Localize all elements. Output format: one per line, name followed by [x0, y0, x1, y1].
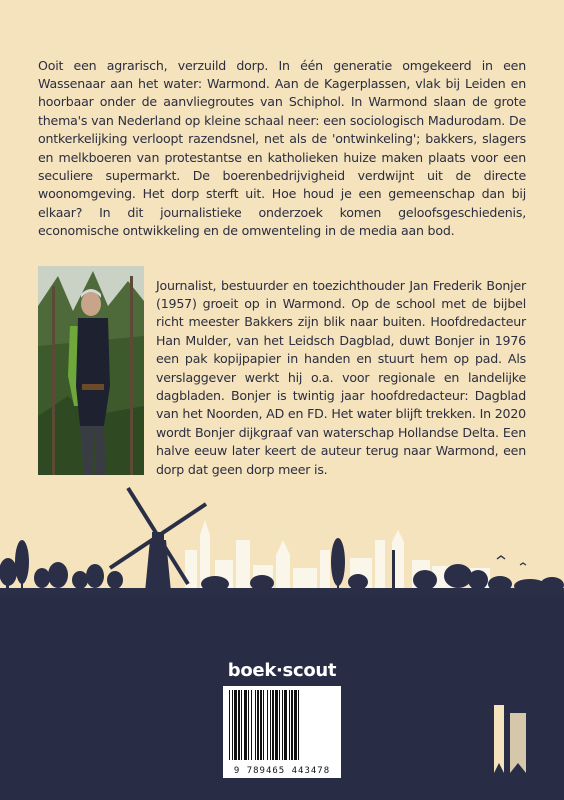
- logo-separator: ·: [276, 660, 283, 681]
- barcode-bars: [223, 686, 341, 764]
- bookmark-ribbon-icon: [490, 705, 530, 775]
- skyline-illustration: [0, 480, 564, 600]
- book-blurb: Ooit een agrarisch, verzuild dorp. In één generatie omgekeerd in een Wassenaar aan het water: Warmond. Aan de Kagerplassen, vlak bij Leiden en hoorbaar onder de aanvliegroutes van Schiphol. In Warmond slaan de grote thema's van Nederland op kleine schaal neer: een sociologisch Madurodam. De ontkerkelijking verloopt razendsnel, net als de 'ontwinkeling'; bakkers, slagers en melkboeren van protestantse en katholieken huize maken plaats voor een seculiere supermarkt. De boerenbedrijvigheid verdwijnt uit de directe woonomgeving. Het dorp sterft uit. Hoe houd je een gemeenschap dan bij elkaar? In dit journalistieke onderzoek komen geloofsgeschiedenis, economische ontwikkeling en de omwenteling in de media aan bod.: [38, 57, 526, 239]
- logo-part-scout: scout: [282, 660, 337, 681]
- barcode: [223, 686, 341, 764]
- isbn-number: 9 789465 443478: [223, 764, 341, 778]
- logo-part-boek: boek: [227, 660, 276, 681]
- author-photo: [38, 266, 144, 475]
- author-bio: Journalist, bestuurder en toezichthouder Jan Frederik Bonjer (1957) groeit op in Warmond. Op de school met de bijbel richt meester Bakkers zijn blik naar buiten. Hoofdredacteur Han Mulder, van het Leidsch Dagblad, duwt Bonjer in 1976 een pak kopijpapier in handen en stuurt hem op pad. Als verslaggever werkt hij o.a. voor regionale en landelijke dagbladen. Bonjer is twintig jaar hoofdredacteur: Dagblad van het Noorden, AD en FD. Het water blijft trekken. In 2020 wordt Bonjer dijkgraaf van waterschap Hollandse Delta. Een halve eeuw later keert de auteur terug naar Warmond, een dorp dat geen dorp meer is.: [156, 277, 526, 477]
- publisher-logo: [222, 660, 342, 681]
